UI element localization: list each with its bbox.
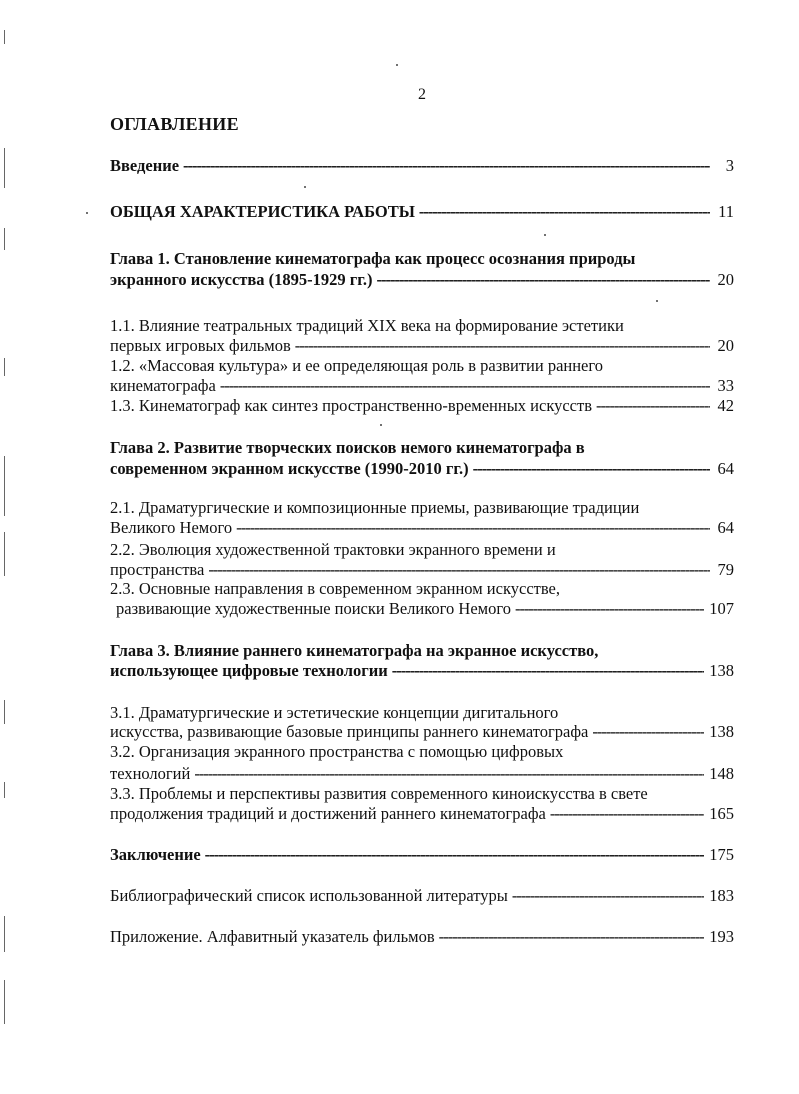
section-3-2-line2: технологий [110, 764, 191, 783]
chapter-2-title-line2: современном экранном искусстве (1990-2010 гг.) [110, 459, 469, 478]
toc-page-ref: 20 [717, 336, 734, 355]
toc-entry-section-1-2 [110, 376, 734, 396]
scan-speck [86, 212, 88, 214]
toc-page-ref: 165 [709, 804, 734, 823]
chapter-2-title-line1: Глава 2. Развитие творческих поисков немого кинематографа в [110, 438, 585, 457]
toc-page-ref: 11 [718, 202, 734, 221]
scan-edge-mark [4, 148, 5, 188]
dot-leader [392, 661, 704, 681]
toc-entry-conclusion [110, 845, 734, 865]
toc-entry-section-3-3 [110, 804, 734, 824]
toc-entry-section-3-1 [110, 722, 734, 742]
scan-edge-mark [4, 228, 5, 250]
chapter-3-title-line1: Глава 3. Влияние раннего кинематографа на экранное искусство, [110, 641, 599, 660]
toc-page-ref: 20 [717, 270, 734, 289]
toc-entry-general [110, 202, 734, 222]
toc-entry-label: Библиографический список использованной литературы [110, 886, 508, 905]
scan-edge-mark [4, 700, 5, 724]
toc-page-ref: 64 [717, 459, 734, 478]
dot-leader [236, 518, 710, 538]
dot-leader [183, 156, 710, 176]
toc-page-ref: 193 [709, 927, 734, 946]
toc-entry-chapter-2 [110, 459, 734, 479]
scan-speck [656, 300, 658, 302]
dot-leader [596, 396, 710, 416]
section-3-2-line1: 3.2. Организация экранного пространства с помощью цифровых [110, 742, 564, 761]
toc-heading: ОГЛАВЛЕНИЕ [110, 114, 239, 134]
section-1-2-line1: 1.2. «Массовая культура» и ее определяющая роль в развитии раннего [110, 356, 603, 375]
dot-leader [592, 722, 704, 742]
toc-page-ref: 33 [717, 376, 734, 395]
scan-speck [304, 186, 306, 188]
toc-entry-section-1-1 [110, 336, 734, 356]
toc-entry-chapter-1 [110, 270, 734, 290]
section-1-2-line2: кинематографа [110, 376, 216, 395]
toc-entry-section-2-1 [110, 518, 734, 538]
scan-speck [380, 424, 382, 426]
toc-entry-label: Заключение [110, 845, 201, 864]
toc-page-ref: 3 [725, 156, 734, 175]
toc-entry-label: ОБЩАЯ ХАРАКТЕРИСТИКА РАБОТЫ [110, 202, 415, 221]
section-1-1-line2: первых игровых фильмов [110, 336, 291, 355]
toc-page-ref: 148 [709, 764, 734, 783]
toc-page-ref: 79 [717, 560, 734, 579]
dot-leader [515, 599, 704, 619]
toc-entry-appendix [110, 927, 734, 947]
section-2-3-line1: 2.3. Основные направления в современном экранном искусстве, [110, 579, 560, 598]
dot-leader [419, 202, 710, 222]
toc-entry-section-2-2 [110, 560, 734, 580]
dot-leader [377, 270, 710, 290]
toc-entry-section-3-2 [110, 764, 734, 784]
section-2-3-line2: развивающие художественные поиски Великого Немого [116, 599, 511, 618]
toc-page-ref: 175 [709, 845, 734, 864]
dot-leader [512, 886, 704, 906]
section-2-2-line2: пространства [110, 560, 205, 579]
toc-entry-label: Приложение. Алфавитный указатель фильмов [110, 927, 435, 946]
dot-leader [208, 560, 710, 580]
scan-speck [544, 234, 546, 236]
scan-edge-mark [4, 456, 5, 516]
section-3-1-line1: 3.1. Драматургические и эстетические концепции дигитального [110, 703, 559, 722]
toc-page-ref: 138 [709, 661, 734, 680]
toc-page-ref: 183 [709, 886, 734, 905]
section-2-1-line1: 2.1. Драматургические и композиционные приемы, развивающие традиции [110, 498, 640, 517]
scan-edge-mark [4, 782, 5, 798]
dot-leader [550, 804, 704, 824]
scan-edge-mark [4, 358, 5, 376]
toc-entry-section-2-3 [116, 599, 734, 619]
section-2-2-line1: 2.2. Эволюция художественной трактовки экранного времени и [110, 540, 556, 559]
section-1-3-line1: 1.3. Кинематограф как синтез пространственно-временных искусств [110, 396, 593, 415]
section-2-1-line2: Великого Немого [110, 518, 233, 537]
chapter-1-title-line2: экранного искусства (1895-1929 гг.) [110, 270, 373, 289]
chapter-1-title-line1: Глава 1. Становление кинематографа как процесс осознания природы [110, 249, 636, 268]
toc-page-ref: 42 [717, 396, 734, 415]
scan-edge-mark [4, 916, 5, 952]
dot-leader [439, 927, 704, 947]
section-1-1-line1: 1.1. Влияние театральных традиций XIX века на формирование эстетики [110, 316, 624, 335]
section-3-1-line2: искусства, развивающие базовые принципы раннего кинематографа [110, 722, 589, 741]
dot-leader [220, 376, 710, 396]
page-number: 2 [418, 86, 426, 103]
toc-entry-section-1-3 [110, 396, 734, 416]
dot-leader [473, 459, 710, 479]
toc-entry-chapter-3 [110, 661, 734, 681]
dot-leader [205, 845, 704, 865]
scan-edge-mark [4, 30, 5, 44]
scan-edge-mark [4, 532, 5, 576]
toc-page-ref: 107 [709, 599, 734, 618]
chapter-3-title-line2: использующее цифровые технологии [110, 661, 388, 680]
toc-page-ref: 138 [709, 722, 734, 741]
toc-entry-label: Введение [110, 156, 180, 175]
toc-page-ref: 64 [717, 518, 734, 537]
section-3-3-line1: 3.3. Проблемы и перспективы развития современного киноискусства в свете [110, 784, 648, 803]
section-3-3-line2: продолжения традиций и достижений раннего кинематографа [110, 804, 546, 823]
toc-entry-intro [110, 156, 734, 176]
dot-leader [295, 336, 710, 356]
scan-speck [396, 64, 398, 66]
dot-leader [194, 764, 704, 784]
scan-edge-mark [4, 980, 5, 1024]
toc-entry-bibliography [110, 886, 734, 906]
